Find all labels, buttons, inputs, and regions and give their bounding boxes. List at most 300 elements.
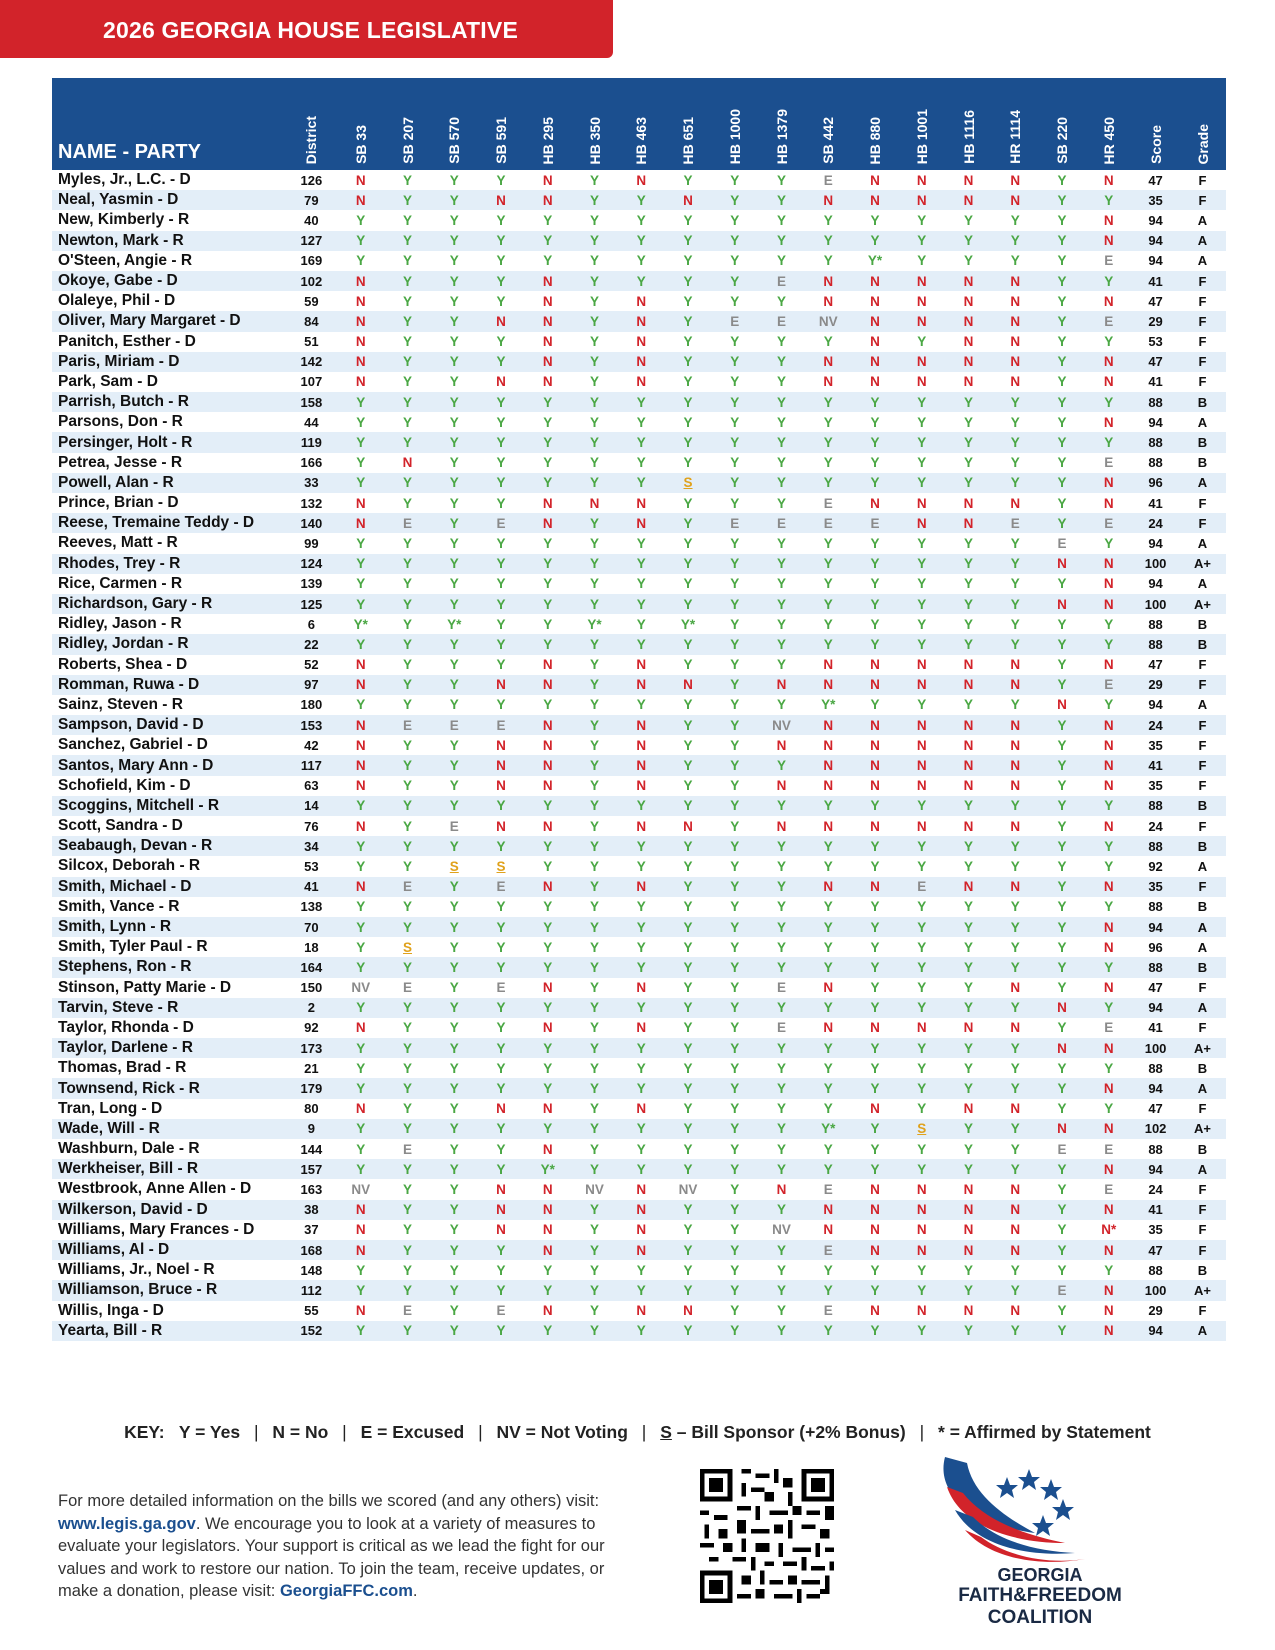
vote-cell: Y — [590, 1101, 600, 1117]
vote-cell: Y — [917, 1262, 927, 1278]
vote-cell: Y — [1039, 836, 1086, 856]
vote-cell: Y — [758, 1240, 805, 1260]
vote-cell: Y — [758, 231, 805, 251]
vote-cell: Y — [992, 957, 1039, 977]
vote-cell: Y — [384, 1280, 431, 1300]
vote-cell: N — [524, 352, 571, 372]
vote-cell: Y — [665, 1200, 712, 1220]
table-row — [52, 695, 1226, 715]
vote-cell: Y — [543, 535, 553, 551]
vote-cell: E — [1104, 1020, 1114, 1036]
vote-cell: Y — [683, 778, 693, 794]
vote-cell: Y — [1010, 1060, 1020, 1076]
vote-cell: Y — [777, 495, 787, 511]
vote-cell: N — [992, 877, 1039, 897]
vote-cell: N — [870, 1181, 880, 1197]
vote-cell: Y — [496, 697, 506, 713]
vote-cell: Y — [571, 231, 618, 251]
vote-cell: N — [823, 657, 834, 673]
vote-cell: N — [542, 1141, 553, 1157]
vote-cell: N — [916, 374, 927, 390]
vote-cell: Y — [431, 796, 478, 816]
legislator-name: O'Steen, Angie - R — [58, 251, 193, 269]
score-cell: 100 — [1132, 1038, 1179, 1058]
vote-cell: Y — [1010, 535, 1020, 551]
vote-cell: Y — [683, 334, 693, 350]
vote-cell: Y — [1010, 253, 1020, 269]
score-cell: 24 — [1132, 513, 1179, 533]
vote-cell: N — [1103, 172, 1114, 188]
vote-cell: Y — [571, 1321, 618, 1341]
vote-cell: Y — [337, 473, 384, 493]
vote-cell: Y — [665, 836, 712, 856]
vote-cell: N — [1010, 980, 1021, 996]
vote-cell: Y — [618, 190, 665, 210]
vote-cell: Y — [431, 554, 478, 574]
vote-cell: Y — [665, 432, 712, 452]
vote-cell: N — [1010, 737, 1021, 753]
legislator-name: Taylor, Rhonda - D — [58, 1018, 194, 1036]
vote-cell: Y — [992, 1038, 1039, 1058]
vote-cell: Y — [1057, 455, 1067, 471]
vote-cell: Y — [992, 231, 1039, 251]
vote-cell: Y — [823, 1101, 833, 1117]
vote-cell: N — [852, 675, 899, 695]
vote-cell: S — [898, 1119, 945, 1139]
vote-cell: N — [992, 1200, 1039, 1220]
vote-cell: Y — [431, 190, 478, 210]
column-header: SB 591 — [478, 78, 525, 170]
grade-cell: B — [1197, 616, 1208, 632]
vote-cell: Y — [337, 796, 384, 816]
legislator-name: Taylor, Darlene - R — [52, 1038, 285, 1058]
vote-cell: Y — [758, 1280, 805, 1300]
vote-cell: N — [805, 1200, 852, 1220]
score-cell: 41 — [1132, 755, 1179, 775]
vote-cell: N — [618, 352, 665, 372]
vote-cell: Y — [403, 495, 413, 511]
vote-cell: Y — [1039, 473, 1086, 493]
vote-cell: Y — [945, 836, 992, 856]
grade-cell: A — [1179, 917, 1226, 937]
table-row — [52, 1038, 1226, 1058]
vote-cell: Y — [964, 939, 974, 955]
vote-cell: N — [1010, 1222, 1021, 1238]
vote-cell: Y — [711, 352, 758, 372]
vote-cell: Y — [1085, 432, 1132, 452]
vote-cell: Y — [571, 755, 618, 775]
vote-cell: N — [337, 190, 384, 210]
vote-cell: N — [542, 1181, 553, 1197]
vote-cell: S — [449, 858, 459, 874]
vote-cell: Y — [478, 917, 525, 937]
vote-cell: N — [1010, 172, 1021, 188]
vote-cell: Y — [992, 1159, 1039, 1179]
vote-cell: Y — [777, 293, 787, 309]
vote-cell: Y — [1057, 1181, 1067, 1197]
vote-cell: Y — [683, 899, 693, 915]
vote-cell: Y — [777, 657, 787, 673]
vote-cell: Y — [683, 939, 693, 955]
grade-cell: F — [1179, 513, 1226, 533]
table-row — [52, 937, 1226, 957]
table-row — [52, 877, 1226, 897]
vote-cell: N — [805, 675, 852, 695]
column-header: HB 350 — [571, 78, 618, 170]
vote-cell: N — [1010, 778, 1021, 794]
vote-cell: Y — [449, 414, 459, 430]
vote-cell: Y — [496, 414, 506, 430]
vote-cell: N — [1085, 715, 1132, 735]
vote-cell: N — [542, 818, 553, 834]
vote-cell: Y — [384, 998, 431, 1018]
vote-cell: Y — [618, 231, 665, 251]
vote-cell: Y — [1104, 616, 1114, 632]
vote-cell: Y — [665, 957, 712, 977]
table-row — [52, 432, 1226, 452]
vote-cell: Y — [917, 697, 927, 713]
vote-cell: N — [1103, 778, 1114, 794]
vote-cell: N — [636, 1101, 647, 1117]
table-row — [52, 614, 1226, 634]
vote-cell: Y — [1085, 998, 1132, 1018]
district-cell: 55 — [304, 1303, 319, 1319]
district-cell: 132 — [300, 495, 323, 511]
table-row — [52, 816, 1226, 836]
georgiaffc-link[interactable]: GeorgiaFFC.com — [279, 1582, 413, 1600]
legislator-name: Ridley, Jordan - R — [52, 634, 285, 654]
vote-cell: Y — [590, 657, 600, 673]
legislator-name: Smith, Tyler Paul - R — [58, 938, 208, 956]
vote-cell: Y — [852, 634, 899, 654]
grade-cell: A — [1197, 576, 1208, 592]
vote-cell: Y — [711, 231, 758, 251]
vote-cell: Y — [384, 432, 431, 452]
vote-cell: Y — [917, 980, 927, 996]
vote-cell: Y — [449, 939, 459, 955]
table-row — [52, 210, 1226, 230]
vote-cell: Y — [1057, 374, 1067, 390]
vote-cell: N — [1103, 818, 1114, 834]
vote-cell: Y — [1039, 190, 1086, 210]
vote-cell: Y — [590, 980, 600, 996]
legislator-name: Rice, Carmen - R — [58, 574, 183, 592]
legis-link[interactable]: www.legis.ga.gov — [58, 1514, 196, 1533]
district-cell: 33 — [285, 473, 337, 493]
vote-cell: E — [403, 1303, 413, 1319]
vote-cell: Y — [449, 253, 459, 269]
vote-cell: N — [898, 755, 945, 775]
district-cell: 40 — [304, 212, 319, 228]
vote-cell: Y — [571, 675, 618, 695]
vote-cell: N — [665, 675, 712, 695]
vote-cell: N — [478, 675, 525, 695]
vote-cell: Y — [618, 271, 665, 291]
vote-cell: Y — [384, 634, 431, 654]
vote-cell: Y — [524, 957, 571, 977]
legislator-name: Parsons, Don - R — [58, 413, 183, 431]
table-row — [52, 332, 1226, 352]
vote-cell: N — [1103, 212, 1114, 228]
vote-cell: Y — [431, 432, 478, 452]
vote-cell: N — [870, 778, 880, 794]
vote-cell: Y — [730, 737, 740, 753]
table-row — [52, 1280, 1226, 1300]
vote-cell: N — [618, 755, 665, 775]
vote-cell: Y — [805, 957, 852, 977]
vote-cell: Y — [384, 1200, 431, 1220]
vote-cell: N — [337, 675, 384, 695]
vote-cell: N — [1103, 657, 1114, 673]
vote-cell: N — [992, 755, 1039, 775]
vote-cell: Y — [496, 334, 506, 350]
vote-cell: N — [852, 352, 899, 372]
vote-cell: Y — [618, 473, 665, 493]
vote-cell: Y — [805, 594, 852, 614]
vote-cell: N — [963, 657, 974, 673]
vote-cell: N — [524, 715, 571, 735]
vote-cell: Y — [571, 715, 618, 735]
vote-cell: Y — [571, 998, 618, 1018]
vote-cell: Y — [431, 352, 478, 372]
vote-cell: Y — [777, 253, 787, 269]
header-row — [52, 78, 1226, 170]
vote-cell: Y — [711, 271, 758, 291]
vote-cell: Y — [665, 715, 712, 735]
vote-cell: Y — [403, 616, 413, 632]
vote-cell: Y — [852, 796, 899, 816]
vote-cell: Y — [431, 1038, 478, 1058]
score-cell: 41 — [1148, 374, 1163, 390]
vote-cell: Y — [431, 513, 478, 533]
vote-cell: Y — [711, 836, 758, 856]
vote-cell: Y — [665, 1240, 712, 1260]
table-row — [52, 796, 1226, 816]
vote-cell: Y — [449, 334, 459, 350]
vote-cell: N — [963, 495, 974, 511]
score-cell: 96 — [1132, 473, 1179, 493]
table-row — [52, 271, 1226, 291]
vote-cell: Y — [665, 1078, 712, 1098]
footer-text-3: . — [412, 1582, 418, 1600]
vote-cell: Y — [852, 594, 899, 614]
score-cell: 41 — [1132, 1200, 1179, 1220]
vote-cell: N — [1085, 1200, 1132, 1220]
grade-cell: F — [1179, 755, 1226, 775]
vote-cell: N — [963, 172, 974, 188]
vote-cell: Y* — [680, 616, 696, 632]
score-cell: 96 — [1148, 939, 1163, 955]
vote-cell: Y — [478, 634, 525, 654]
vote-cell: Y — [384, 957, 431, 977]
vote-cell: Y — [431, 1078, 478, 1098]
vote-cell: N — [1103, 980, 1114, 996]
vote-cell: Y — [431, 836, 478, 856]
score-cell: 100 — [1132, 594, 1179, 614]
vote-cell: Y — [1057, 293, 1067, 309]
vote-cell: Y — [898, 836, 945, 856]
vote-cell: N — [852, 877, 899, 897]
vote-cell: Y — [337, 634, 384, 654]
vote-cell: N — [776, 818, 787, 834]
key-label: KEY: — [124, 1422, 165, 1442]
vote-cell: N — [1103, 939, 1114, 955]
vote-cell: Y — [384, 473, 431, 493]
vote-cell: Y — [384, 1119, 431, 1139]
qr-code-icon[interactable] — [700, 1469, 834, 1603]
grade-cell: F — [1198, 1020, 1207, 1036]
table-row — [52, 897, 1226, 917]
vote-cell: N — [963, 778, 974, 794]
vote-cell: N — [618, 1200, 665, 1220]
vote-cell: Y — [758, 1119, 805, 1139]
vote-cell: N — [916, 778, 927, 794]
vote-cell: Y — [478, 352, 525, 372]
vote-cell: Y — [636, 535, 646, 551]
vote-cell: Y — [524, 432, 571, 452]
score-cell: 88 — [1148, 899, 1163, 915]
vote-cell: N — [916, 172, 927, 188]
table-row — [52, 1078, 1226, 1098]
vote-cell: Y — [730, 939, 740, 955]
vote-cell: N — [683, 1303, 693, 1319]
vote-cell: N — [636, 1181, 647, 1197]
vote-cell: Y — [337, 1119, 384, 1139]
vote-cell: Y — [805, 796, 852, 816]
vote-cell: Y — [356, 899, 366, 915]
vote-cell: Y — [431, 957, 478, 977]
vote-cell: Y — [758, 554, 805, 574]
vote-cell: Y — [711, 1159, 758, 1179]
district-cell: 148 — [300, 1262, 323, 1278]
vote-cell: Y — [590, 1141, 600, 1157]
table-row — [52, 957, 1226, 977]
vote-cell: Y — [431, 1119, 478, 1139]
vote-cell: Y — [777, 334, 787, 350]
table-row — [52, 1159, 1226, 1179]
vote-cell: N — [1103, 1303, 1114, 1319]
table-row — [52, 1119, 1226, 1139]
legend-key — [0, 1422, 1275, 1443]
vote-cell: Y — [917, 1060, 927, 1076]
vote-cell: Y — [711, 1280, 758, 1300]
vote-cell: Y — [403, 697, 413, 713]
vote-cell: Y — [758, 957, 805, 977]
vote-cell: N — [870, 1222, 880, 1238]
vote-cell: N — [852, 271, 899, 291]
district-cell: 97 — [285, 675, 337, 695]
vote-cell: Y — [852, 1280, 899, 1300]
vote-cell: Y — [618, 1159, 665, 1179]
vote-cell: N — [496, 1222, 506, 1238]
vote-cell: Y — [758, 877, 805, 897]
vote-cell: Y — [917, 899, 927, 915]
vote-cell: Y — [1010, 697, 1020, 713]
table-row — [52, 412, 1226, 432]
column-header: SB 207 — [384, 78, 431, 170]
vote-cell: N — [945, 271, 992, 291]
score-cell: 94 — [1148, 253, 1163, 269]
table-row — [52, 856, 1226, 876]
vote-cell: Y — [1039, 675, 1086, 695]
vote-cell: Y — [852, 554, 899, 574]
vote-cell: Y — [665, 594, 712, 614]
vote-cell: N — [355, 657, 366, 673]
vote-cell: N — [823, 980, 834, 996]
vote-cell: N — [496, 818, 506, 834]
score-cell: 24 — [1132, 715, 1179, 735]
vote-cell: Y — [777, 172, 787, 188]
logo-text — [910, 1565, 1170, 1629]
vote-cell: N — [1039, 1038, 1086, 1058]
key-affirmed: * = Affirmed by Statement — [938, 1422, 1151, 1442]
vote-cell: N — [992, 190, 1039, 210]
vote-cell: Y — [805, 1038, 852, 1058]
vote-cell: Y — [1039, 432, 1086, 452]
vote-cell: Y — [571, 594, 618, 614]
vote-cell: Y — [730, 657, 740, 673]
vote-cell: E — [992, 513, 1039, 533]
vote-cell: Y — [571, 473, 618, 493]
vote-cell: Y — [992, 554, 1039, 574]
vote-cell: Y — [636, 1060, 646, 1076]
vote-cell: Y — [945, 796, 992, 816]
vote-cell: N — [916, 1222, 927, 1238]
vote-cell: N — [898, 190, 945, 210]
vote-cell: Y — [543, 414, 553, 430]
vote-cell: N — [337, 1240, 384, 1260]
vote-cell: N — [805, 271, 852, 291]
vote-cell: Y — [964, 576, 974, 592]
district-cell: 153 — [285, 715, 337, 735]
vote-cell: Y — [337, 1078, 384, 1098]
grade-cell: B — [1179, 957, 1226, 977]
table-row — [52, 1260, 1226, 1280]
grade-cell: F — [1198, 818, 1207, 834]
district-cell: 158 — [285, 392, 337, 412]
vote-cell: Y — [449, 576, 459, 592]
vote-cell: Y — [777, 697, 787, 713]
vote-cell: Y — [618, 1078, 665, 1098]
vote-cell: Y — [683, 1262, 693, 1278]
column-header: SB 442 — [805, 78, 852, 170]
vote-cell: Y — [730, 1262, 740, 1278]
table-row — [52, 574, 1226, 594]
vote-cell: Y — [1010, 1141, 1020, 1157]
vote-cell: Y — [384, 1159, 431, 1179]
vote-cell: Y — [1085, 634, 1132, 654]
vote-cell: Y — [945, 392, 992, 412]
vote-cell: Y — [571, 352, 618, 372]
vote-cell: Y* — [867, 253, 883, 269]
vote-cell: N — [805, 190, 852, 210]
legislator-name: Okoye, Gabe - D — [52, 271, 285, 291]
vote-cell: Y — [945, 917, 992, 937]
score-cell: 94 — [1132, 1078, 1179, 1098]
vote-cell: N — [992, 271, 1039, 291]
vote-cell: N — [1039, 594, 1086, 614]
vote-cell: Y — [1057, 939, 1067, 955]
vote-cell: Y — [805, 634, 852, 654]
name-party-header: NAME - PARTY — [52, 78, 285, 170]
grade-cell: F — [1179, 877, 1226, 897]
district-cell: 80 — [304, 1101, 319, 1117]
score-cell: 94 — [1132, 231, 1179, 251]
vote-cell: Y — [730, 414, 740, 430]
score-cell: 47 — [1132, 1240, 1179, 1260]
vote-cell: NV — [585, 1181, 604, 1197]
vote-cell: Y — [777, 939, 787, 955]
